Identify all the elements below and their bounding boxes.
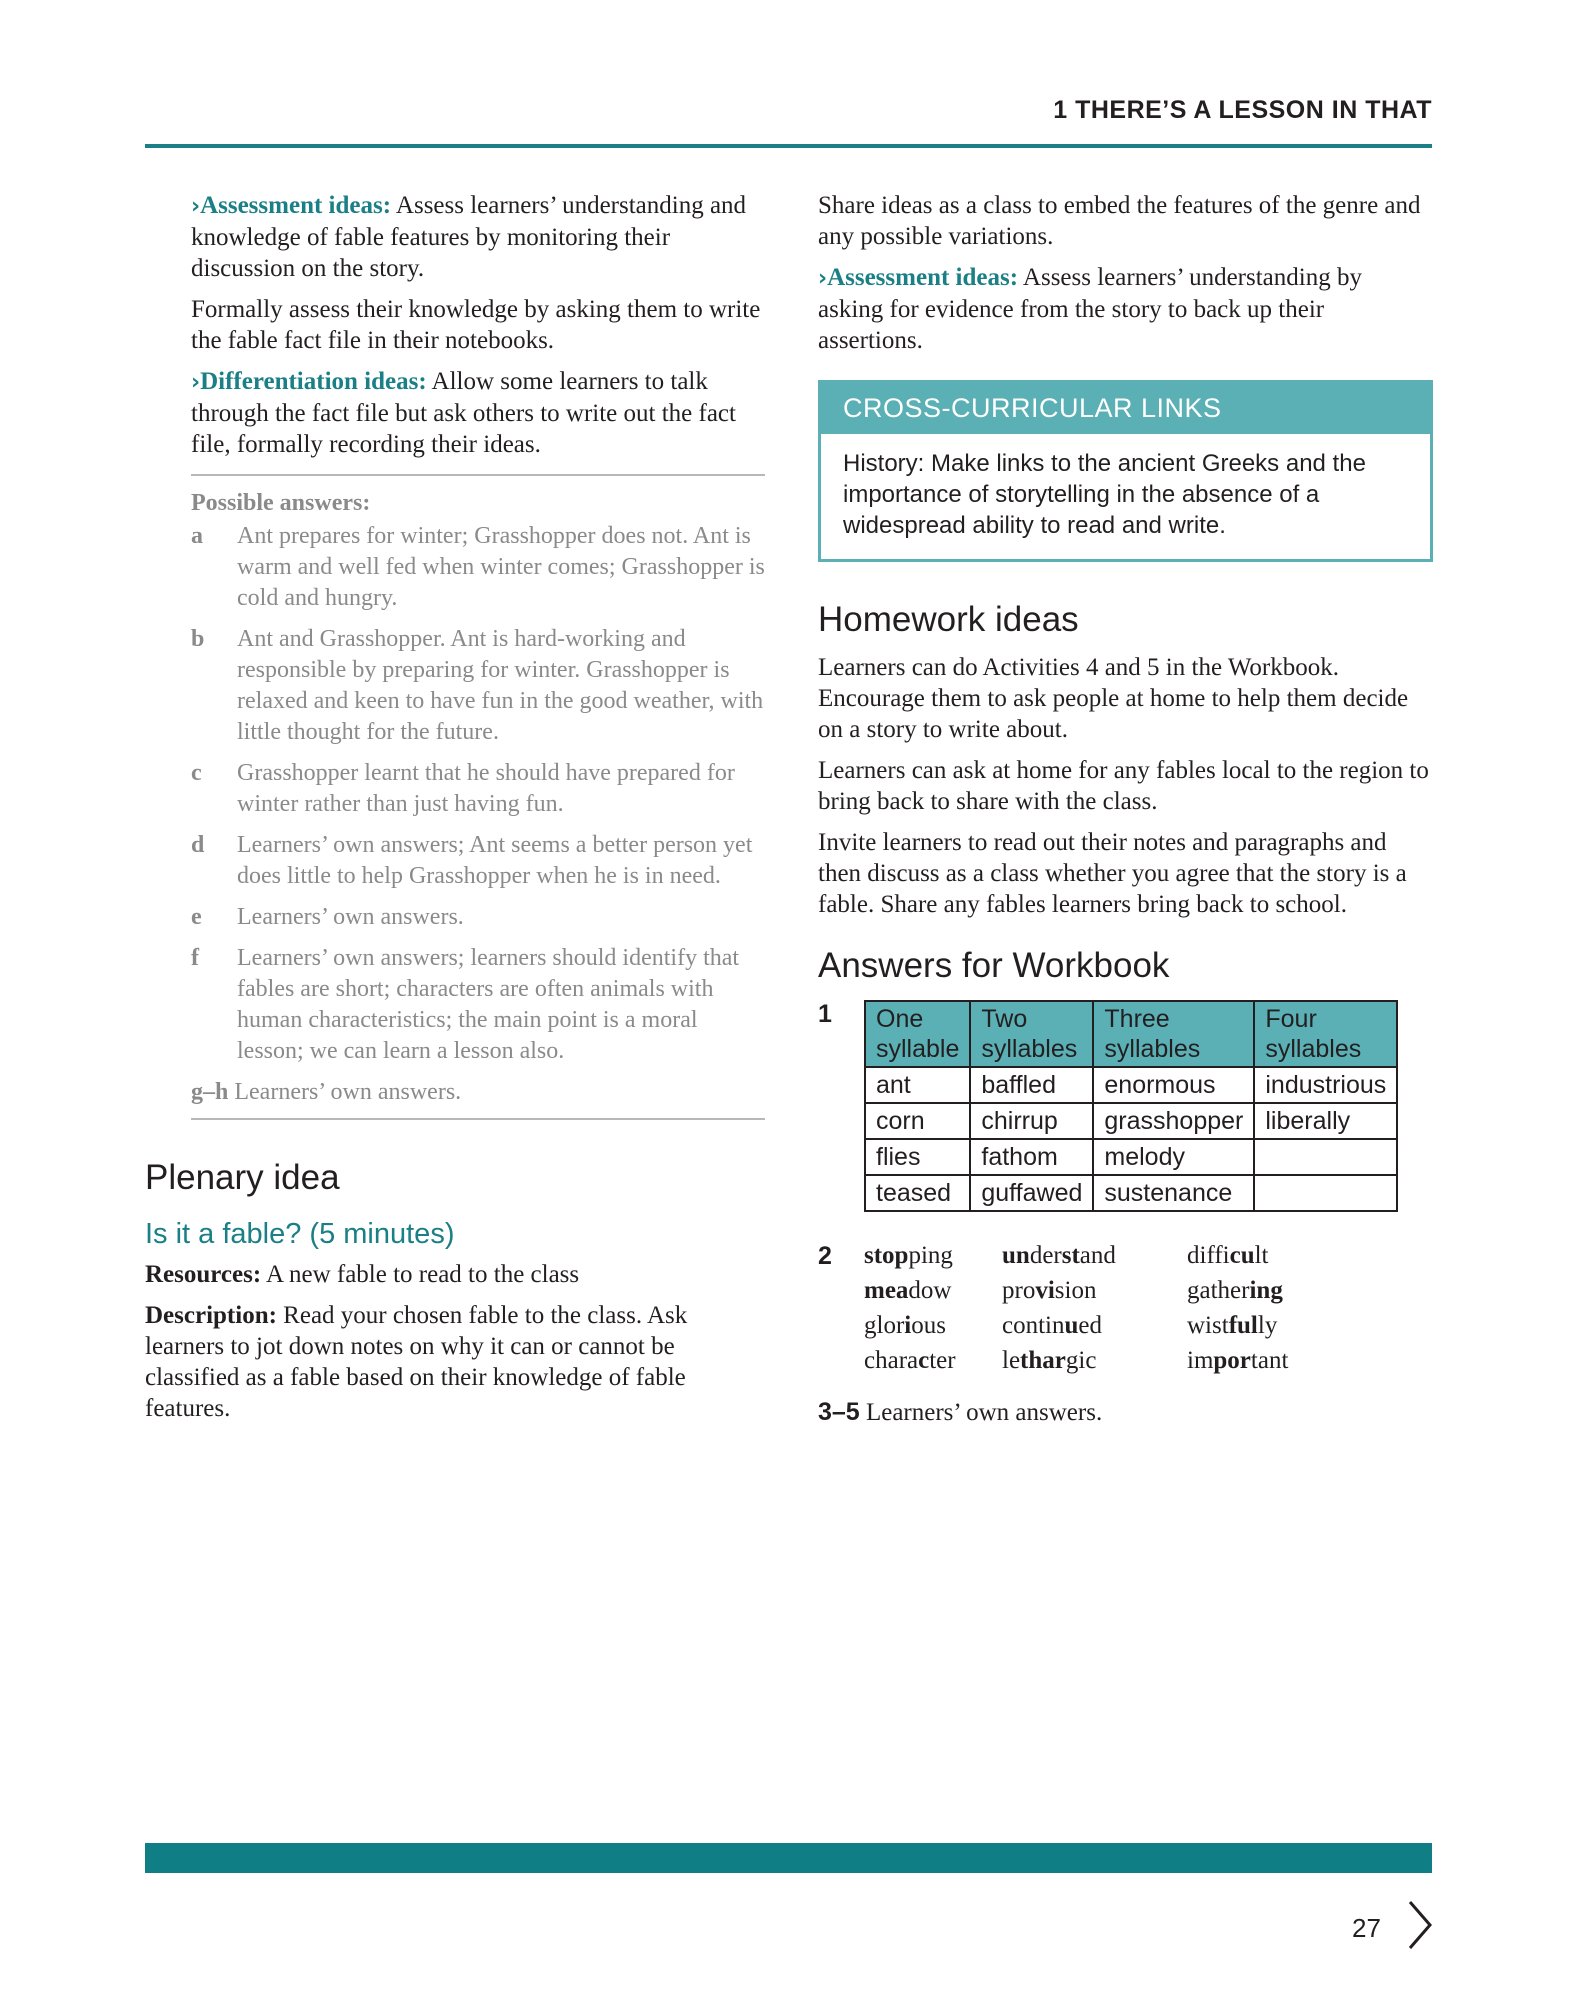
stressed-word: provision — [1002, 1277, 1097, 1304]
answer-text: Learners’ own answers; learners should identify that fables are short; characters are often animals with human characteristics; the main point is a moral lesson; we can learn a lesson also. — [237, 945, 740, 1064]
description-paragraph: Description: Read your chosen fable to the class. Ask learners to jot down notes on why it can or cannot be classified as a fable based on their knowledge of fable features. — [145, 1302, 688, 1422]
answer-letter: b — [191, 626, 205, 652]
question-1: 1 One syllable Two syllables Three syllables Four syllables ant baffled enormous industrious corn chirrup grasshopper liberally flies fathom melody teased guffawed sustenance — [818, 1000, 1433, 1212]
list-item: g–h Learners’ own answers. — [191, 1079, 462, 1105]
table-cell: guffawed — [970, 1175, 1093, 1211]
cross-curricular-body: History: Make links to the ancient Greeks and the importance of storytelling in the absence of a widespread ability to read and write. — [843, 450, 1366, 539]
stressed-word: meadow — [864, 1277, 952, 1304]
answer-letter: a — [191, 523, 203, 549]
stressed-words-grid — [864, 1242, 1347, 1375]
assessment-ideas-paragraph: ›Assessment ideas: Assess learners’ understanding and knowledge of fable features by monitoring their discussion on the story. — [191, 192, 747, 282]
stressed-word: continued — [1002, 1312, 1103, 1339]
page-header — [145, 92, 1432, 148]
possible-answers-box — [191, 474, 765, 1120]
possible-answers-heading: Possible answers: — [191, 490, 371, 516]
stressed-word: stopping — [864, 1242, 953, 1269]
list-item — [191, 758, 765, 820]
answer-letter: c — [191, 760, 202, 786]
homework-paragraph: Invite learners to read out their notes and paragraphs and then discuss as a class whether you agree that the story is a fable. Share any fables learners bring back to school. — [818, 829, 1407, 918]
homework-paragraph: Learners can ask at home for any fables local to the region to bring back to share with the class. — [818, 757, 1429, 815]
differentiation-ideas-paragraph: ›Differentiation ideas: Allow some learners to talk through the fact file but ask others to write out the fact file, formally recording their ideas. — [191, 368, 736, 458]
right-column — [818, 190, 1433, 1438]
table-header: Two syllables — [970, 1001, 1093, 1067]
table-cell: teased — [865, 1175, 970, 1211]
list-item — [191, 902, 765, 933]
table-cell: grasshopper — [1093, 1103, 1254, 1139]
table-row — [865, 1175, 1397, 1211]
table-cell: sustenance — [1093, 1175, 1254, 1211]
answer-letter: e — [191, 904, 202, 930]
share-ideas-paragraph: Share ideas as a class to embed the features of the genre and any possible variations. — [818, 192, 1421, 250]
stressed-word: lethargic — [1002, 1347, 1097, 1374]
homework-paragraph: Learners can do Activities 4 and 5 in the Workbook. Encourage them to ask people at home to help them decide on a story to write about. — [818, 654, 1409, 743]
footer-bar — [145, 1843, 1432, 1873]
chevron-right-icon: › — [191, 370, 201, 395]
stressed-word: important — [1187, 1347, 1289, 1374]
homework-list — [818, 652, 1433, 920]
table-header: Three syllables — [1093, 1001, 1254, 1067]
page-number: 27 — [1352, 1913, 1381, 1943]
table-cell: baffled — [970, 1067, 1093, 1103]
stressed-word: gathering — [1187, 1277, 1283, 1304]
stressed-word: glorious — [864, 1312, 946, 1339]
answer-letter: f — [191, 945, 199, 971]
assessment-ideas-paragraph: ›Assessment ideas: Assess learners’ understanding by asking for evidence from the story to back up their assertions. — [818, 264, 1362, 354]
table-cell: flies — [865, 1139, 970, 1175]
answer-letter: d — [191, 832, 205, 858]
list-item — [191, 624, 765, 748]
table-cell: ant — [865, 1067, 970, 1103]
table-cell: enormous — [1093, 1067, 1254, 1103]
syllables-table — [864, 1000, 1398, 1212]
table-header: Four syllables — [1254, 1001, 1397, 1067]
possible-answers-list — [191, 521, 765, 1067]
table-cell: melody — [1093, 1139, 1254, 1175]
table-cell — [1254, 1139, 1397, 1175]
list-item — [191, 943, 765, 1067]
cross-curricular-box — [818, 380, 1433, 562]
plenary-heading: Plenary idea — [145, 1158, 340, 1197]
table-row — [865, 1103, 1397, 1139]
chevron-right-icon: › — [191, 194, 201, 219]
chevron-right-icon: › — [818, 266, 828, 291]
answer-text: Learners’ own answers; Ant seems a better person yet does little to help Grasshopper when he is in need. — [237, 832, 753, 889]
plenary-subheading: Is it a fable? (5 minutes) — [145, 1218, 455, 1250]
answer-text: Grasshopper learnt that he should have prepared for winter rather than just having fun. — [237, 760, 735, 817]
table-cell: fathom — [970, 1139, 1093, 1175]
stressed-word: understand — [1002, 1242, 1116, 1269]
homework-heading: Homework ideas — [818, 600, 1079, 639]
next-page-arrow-icon[interactable] — [1405, 1898, 1435, 1952]
table-row — [865, 1139, 1397, 1175]
stressed-word: character — [864, 1347, 956, 1374]
answer-text: Learners’ own answers. — [237, 904, 464, 930]
stressed-word: wistfully — [1187, 1312, 1278, 1339]
answer-text: Ant prepares for winter; Grasshopper does not. Ant is warm and well fed when winter comes; Grasshopper is cold and hungry. — [237, 523, 765, 611]
table-cell: liberally — [1254, 1103, 1397, 1139]
question-3-5: 3–5 Learners’ own answers. — [818, 1398, 1103, 1426]
answers-workbook-heading: Answers for Workbook — [818, 946, 1170, 985]
table-row — [865, 1067, 1397, 1103]
answer-text: Ant and Grasshopper. Ant is hard-working and responsible by preparing for winter. Grasshopper is relaxed and keen to have fun in the good weather, with little thought for the future. — [237, 626, 764, 745]
table-cell: industrious — [1254, 1067, 1397, 1103]
list-item — [191, 521, 765, 614]
table-header: One syllable — [865, 1001, 970, 1067]
chapter-title: 1 THERE’S A LESSON IN THAT — [1053, 96, 1432, 124]
table-cell: chirrup — [970, 1103, 1093, 1139]
resources-paragraph: Resources: A new fable to read to the class — [145, 1261, 580, 1288]
cross-curricular-title: CROSS-CURRICULAR LINKS — [821, 383, 1430, 434]
formal-assessment-paragraph: Formally assess their knowledge by asking them to write the fable fact file in their notebooks. — [191, 296, 761, 354]
table-cell: corn — [865, 1103, 970, 1139]
left-column — [145, 190, 765, 1434]
list-item — [191, 830, 765, 892]
stressed-word: difficult — [1187, 1242, 1269, 1269]
table-cell — [1254, 1175, 1397, 1211]
question-2: 2 stopping understand difficult meadow provision gathering glorious continued wistfully character lethargic important — [818, 1242, 1433, 1375]
